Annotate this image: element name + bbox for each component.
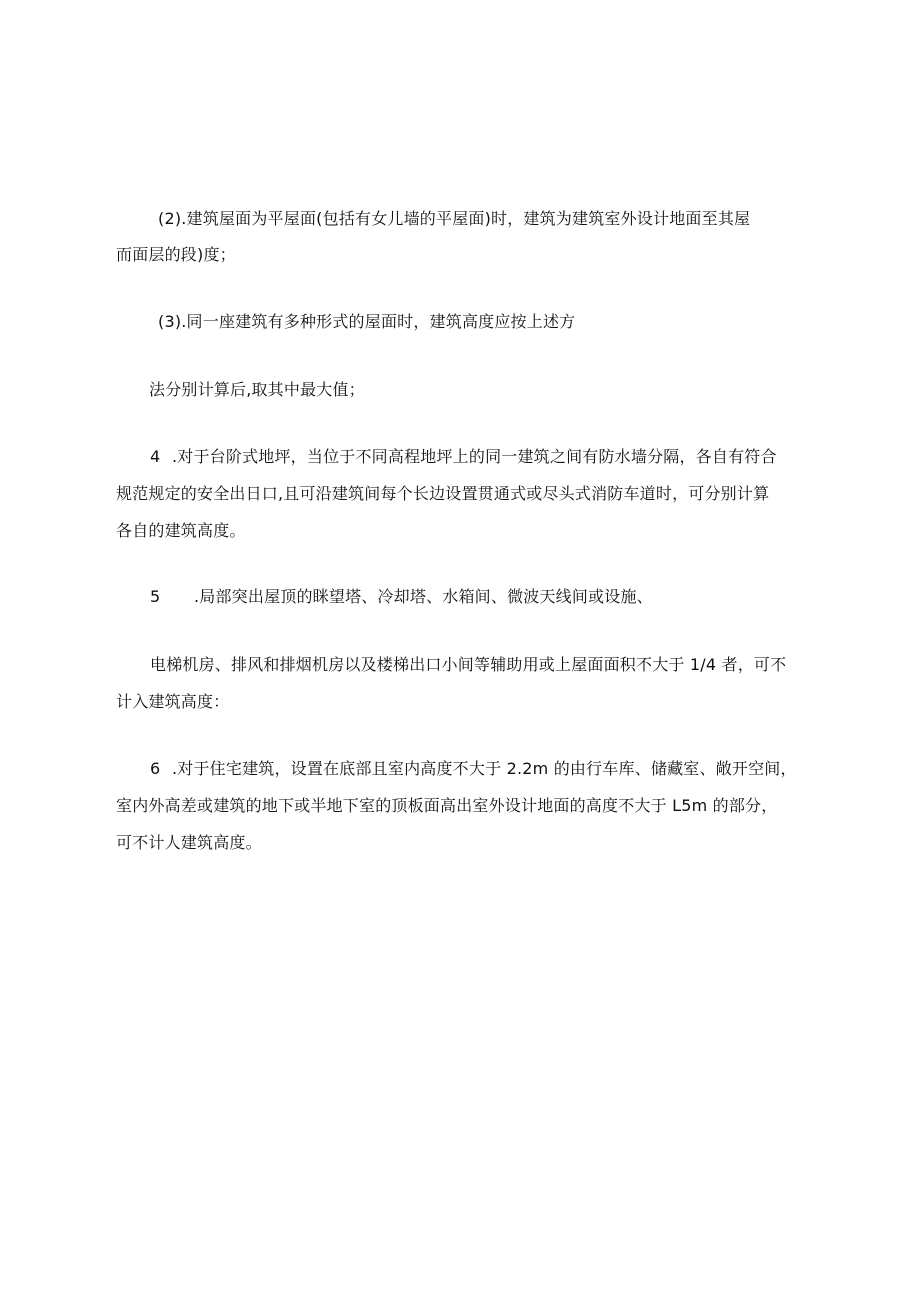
paragraph-6-number: 6: [150, 759, 161, 778]
paragraph-6-text: .对于住宅建筑，设置在底部且室内高度不大于 2.2m 的由行车库、储藏室、敞开空间，: [172, 759, 797, 778]
paragraph-6-line-3: 可不计人建筑高度。: [116, 833, 262, 852]
paragraph-4-line-2: 规范规定的安全出日口,且可沿建筑间每个长边设置贯通式或尽头式消防车道时，可分别计算: [116, 484, 770, 503]
paragraph-5-line-2: 电梯机房、排风和排烟机房以及楼梯出口小间等辅助用或上屋面面积不大于 1/4 者，可不: [150, 655, 787, 674]
paragraph-3-line-2: 法分别计算后,取其中最大值；: [149, 380, 365, 399]
paragraph-4-number: 4: [150, 447, 161, 466]
paragraph-2-line-2: 而面层的段)度；: [116, 245, 236, 264]
paragraph-6-line-1: [150, 758, 797, 780]
paragraph-5-text: .局部突出屋顶的眯望塔、冷却塔、水箱间、微波天线间或设施、: [194, 587, 653, 606]
paragraph-4-text: .对于台阶式地坪，当位于不同高程地坪上的同一建筑之间有防水墙分隔，各自有符合: [172, 447, 777, 466]
paragraph-4-line-1: [150, 446, 777, 468]
paragraph-3-line-1: (3).同一座建筑有多种形式的屋面时，建筑高度应按上述方: [158, 312, 576, 331]
paragraph-5-line-1: [150, 586, 653, 608]
paragraph-6-line-2: 室内外高差或建筑的地下或半地下室的顶板面高出室外设计地面的高度不大于 L5m 的部分，: [116, 796, 778, 815]
paragraph-4-line-3: 各自的建筑高度。: [116, 521, 246, 540]
paragraph-5-number: 5: [150, 587, 161, 606]
paragraph-5-line-3: 计入建筑高度：: [116, 692, 230, 711]
paragraph-2-line-1: (2).建筑屋面为平屋面(包括有女儿墙的平屋面)时，建筑为建筑室外设计地面至其屋: [158, 209, 751, 228]
